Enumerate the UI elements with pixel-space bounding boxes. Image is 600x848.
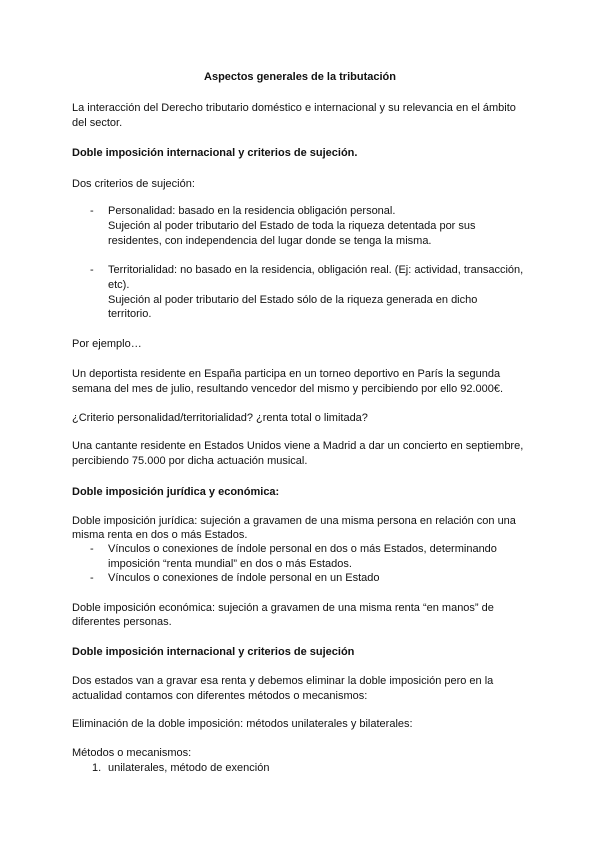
example1-line-2: semana del mes de julio, resultando vencedor del mismo y percibiendo por ello 92.000€. [72,383,504,395]
economica-line-2: diferentes personas. [72,616,172,628]
section3-heading: Doble imposición internacional y criterios de sujeción [72,646,355,658]
section3-para-line-1: Dos estados van a gravar esa renta y debemos eliminar la doble imposición pero en la [72,675,494,687]
bullet-marker: - [90,543,94,555]
section3-para-line-2: actualidad contamos con diferentes métodos o mecanismos: [72,690,368,702]
list-item-line: Territorialidad: no basado en la residencia, obligación real. (Ej: actividad, transacción, [108,264,524,276]
economica-line-1: Doble imposición económica: sujeción a gravamen de una misma renta “en manos” de [72,602,494,614]
list-item-line: Vínculos o conexiones de índole personal en un Estado [108,572,380,584]
list-item-line: Vínculos o conexiones de índole personal en dos o más Estados, determinando [108,543,497,555]
intro-line-2: del sector. [72,117,123,129]
methods-lead: Métodos o mecanismos: [72,747,192,759]
section2-heading: Doble imposición jurídica y económica: [72,486,280,498]
page-title: Aspectos generales de la tributación [204,71,396,83]
juridica-line-2: misma renta en dos o más Estados. [72,529,248,541]
bullet-marker: - [90,205,94,217]
elimination-line: Eliminación de la doble imposición: métodos unilaterales y bilaterales: [72,718,413,730]
list-number: 1. [92,762,102,774]
example-lead: Por ejemplo… [72,338,142,350]
example1-line-1: Un deportista residente en España participa en un torneo deportivo en París la segunda [72,368,501,380]
section1-lead: Dos criterios de sujeción: [72,178,195,190]
example2-line-1: Una cantante residente en Estados Unidos viene a Madrid a dar un concierto en septiembre, [72,440,524,452]
bullet-marker: - [90,572,94,584]
bullet-marker: - [90,264,94,276]
list-item-line: residentes, con independencia del lugar donde se tenga la misma. [108,235,432,247]
juridica-line-1: Doble imposición jurídica: sujeción a gravamen de una misma persona en relación con una [72,515,516,527]
list-item-line: etc). [108,279,130,291]
list-item-line: Sujeción al poder tributario del Estado sólo de la riqueza generada en dicho [108,294,478,306]
intro-line-1: La interacción del Derecho tributario doméstico e internacional y su relevancia en el ámbito [72,102,516,114]
example2-line-2: percibiendo 75.000 por dicha actuación musical. [72,455,308,467]
list-item-line: territorio. [108,308,152,320]
numbered-item: unilaterales, método de exención [108,762,270,774]
list-item-line: Personalidad: basado en la residencia obligación personal. [108,205,396,217]
list-item-line: Sujeción al poder tributario del Estado de toda la riqueza detentada por sus [108,220,476,232]
section1-heading: Doble imposición internacional y criterios de sujeción. [72,147,358,159]
list-item-line: imposición “renta mundial” en dos o más Estados. [108,558,352,570]
question-line: ¿Criterio personalidad/territorialidad? ¿renta total o limitada? [72,412,368,424]
